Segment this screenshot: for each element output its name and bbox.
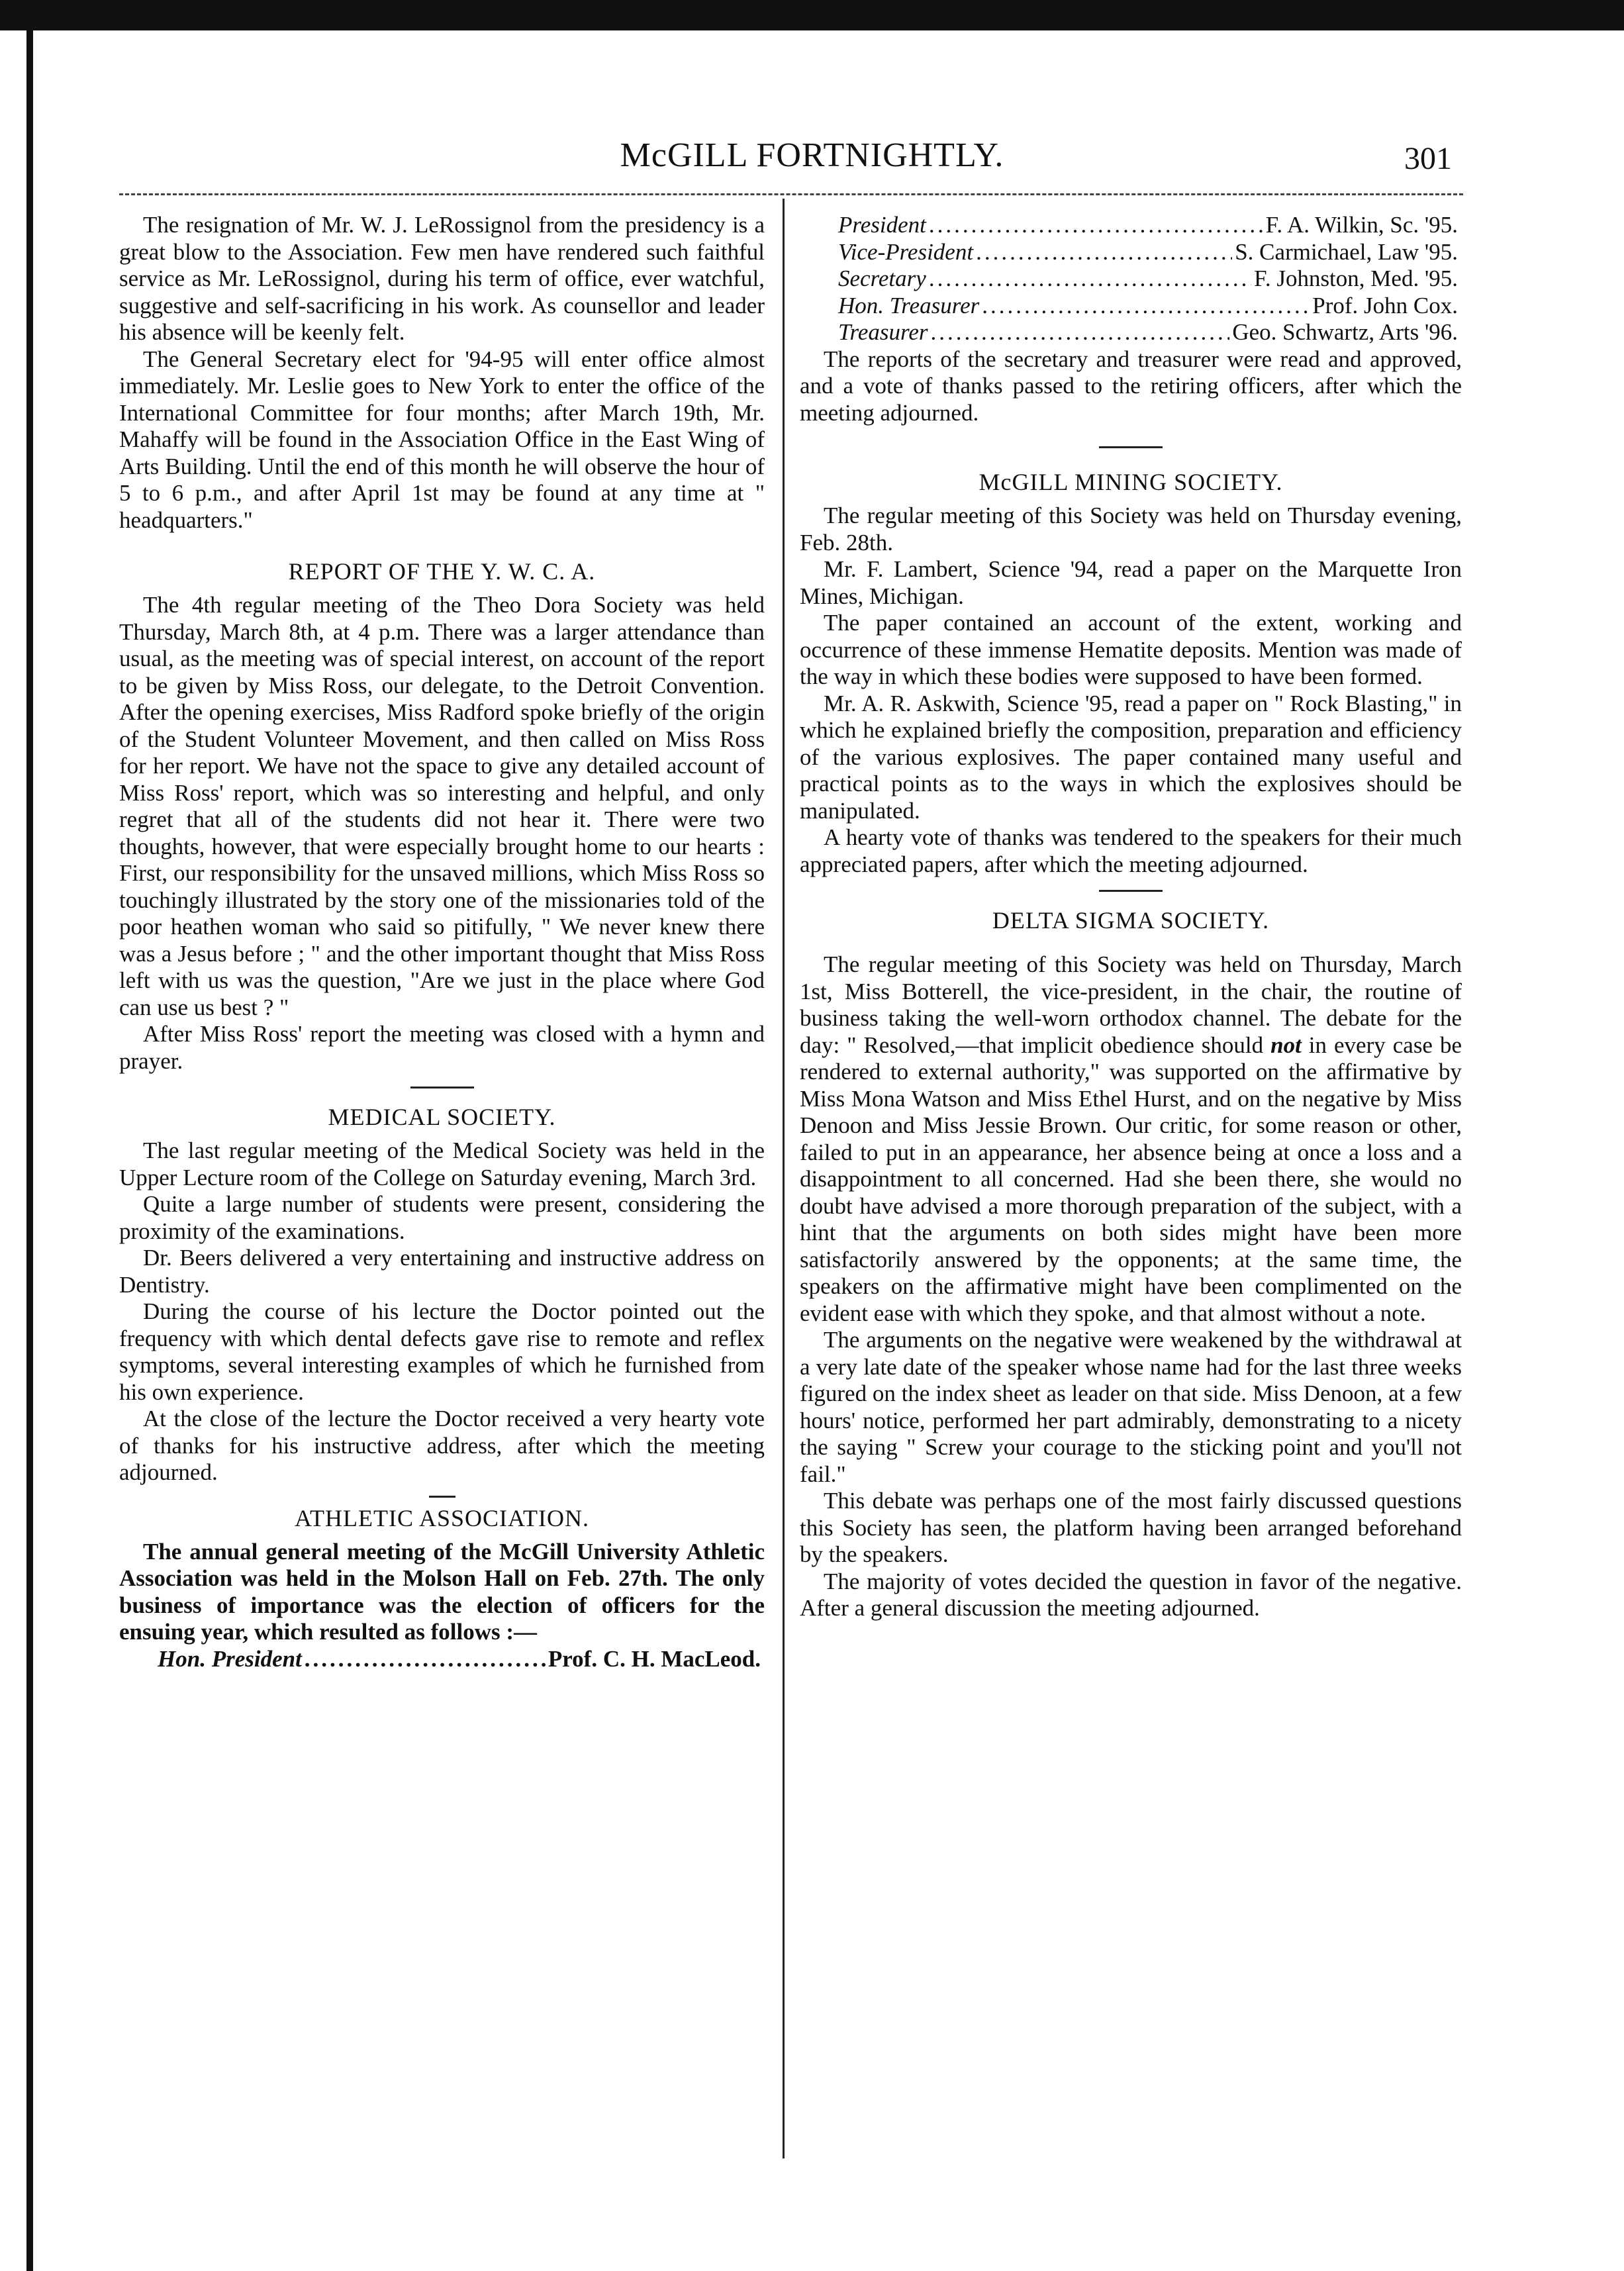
paragraph: A hearty vote of thanks was tendered to the speakers for their much appreciated papers, after which the meeting adjourned. [800, 824, 1462, 877]
section-divider [410, 1087, 474, 1088]
officer-role: Hon. Treasurer [838, 292, 980, 318]
officer-name: Prof. C. H. MacLeod. [548, 1645, 761, 1672]
section-heading-delta: DELTA SIGMA SOCIETY. [992, 907, 1270, 934]
top-border-bar [0, 0, 1624, 30]
paragraph: Dr. Beers delivered a very entertaining and instructive address on Dentistry. [119, 1245, 765, 1298]
paragraph-text: in every case be rendered to external authority," was supported on the affirmative by Miss Mona Watson and Miss Ethel Hurst, and on the negative by Miss Denoon and Miss Jessie Brown. Our critic, for some reason or other, failed to put in an appearance, her absence being at once a loss and a disappointment to all concerned. Had she been there, she would no doubt have advised a more thorough preparation of the subject, with a hint that the arguments on both sides might have been more satisfactorily answered by the opponents; at the same time, the speakers on the affirmative might have been complimented on the evident ease with which they spoke, and that almost without a note. [800, 1032, 1462, 1326]
paragraph: The General Secretary elect for '94-95 will enter office almost immediately. Mr. Leslie goes to New York to enter the office of the International Committee for four months; after March 19th, Mr. Mahaffy will be found in the Association Office in the East Wing of Arts Building. Until the end of this month he will observe the hour of 5 to 6 p.m., and after April 1st may be found at any time at " headquarters." [119, 346, 765, 533]
officer-role: Secretary [838, 266, 926, 291]
officer-role: Treasurer [838, 319, 928, 345]
page-title: McGILL FORTNIGHTLY. [620, 136, 1004, 174]
paragraph: The arguments on the negative were weakened by the withdrawal at a very late date of the speaker whose name had for the last three weeks figured on the index sheet as leader on that side. Miss Denoon, at a few hours' notice, performed her part admirably, demonstrating to a nicety the saying " Screw your courage to the sticking point and you'll not fail." [800, 1327, 1462, 1487]
paragraph: The last regular meeting of the Medical Society was held in the Upper Lecture room of the College on Saturday evening, March 3rd. [119, 1137, 765, 1190]
leader-dots [982, 293, 1310, 320]
officer-name: S. Carmichael, Law '95. [1235, 238, 1458, 265]
leader-dots [931, 319, 1230, 346]
section-heading-mining: McGILL MINING SOCIETY. [979, 469, 1283, 495]
section-divider [429, 1496, 455, 1498]
paragraph: Mr. F. Lambert, Science '94, read a paper on the Marquette Iron Mines, Michigan. [800, 556, 1462, 609]
paragraph: The annual general meeting of the McGill University Athletic Association was held in the Molson Hall on Feb. 27th. The only business of importance was the election of officers for the ensuing year, which resulted as follows :— [119, 1538, 765, 1645]
paragraph [800, 951, 1462, 1327]
paragraph: The resignation of Mr. W. J. LeRossignol from the presidency is a great blow to the Association. Few men have rendered such faithful service as Mr. LeRossignol, during his term of office, ever watchful, suggestive and self-sacrificing in his work. As counsellor and leader his absence will be keenly felt. [119, 212, 765, 345]
section-heading-athletic: ATHLETIC ASSOCIATION. [294, 1504, 589, 1531]
left-column [119, 212, 765, 1672]
officer-line [838, 293, 1462, 320]
page-number: 301 [1404, 141, 1452, 176]
paragraph: After Miss Ross' report the meeting was closed with a hymn and prayer. [119, 1021, 765, 1074]
section-divider [1099, 446, 1163, 448]
officer-role: Hon. President [158, 1645, 302, 1672]
officer-name: F. A. Wilkin, Sc. '95. [1265, 212, 1458, 238]
paragraph: This debate was perhaps one of the most fairly discussed questions this Society has seen, the platform having been arranged beforehand by the speakers. [800, 1488, 1462, 1567]
officer-line [158, 1646, 765, 1673]
emphasis-text: not [1270, 1032, 1302, 1058]
officer-line [838, 239, 1462, 266]
officer-name: Geo. Schwartz, Arts '96. [1232, 319, 1458, 345]
officer-name: Prof. John Cox. [1312, 292, 1458, 318]
column-divider [783, 199, 785, 2158]
paragraph: During the course of his lecture the Doctor pointed out the frequency with which dental defects gave rise to remote and reflex symptoms, several interesting examples of which he furnished from his own experience. [119, 1298, 765, 1405]
officer-line [838, 266, 1462, 293]
paragraph: The majority of votes decided the question in favor of the negative. After a general discussion the meeting adjourned. [800, 1568, 1462, 1621]
officer-role: Vice-President [838, 238, 974, 265]
section-heading-medical: MEDICAL SOCIETY. [328, 1104, 556, 1130]
leader-dots [305, 1646, 546, 1673]
paragraph: The regular meeting of this Society was held on Thursday evening, Feb. 28th. [800, 503, 1462, 556]
paragraph: Mr. A. R. Askwith, Science '95, read a paper on " Rock Blasting," in which he explained briefly the composition, preparation and efficiency of the various explosives. The paper contained many useful and practical points as to the ways in which the explosives should be manipulated. [800, 690, 1462, 824]
paragraph: The 4th regular meeting of the Theo Dora Society was held Thursday, March 8th, at 4 p.m. There was a larger attendance than usual, as the meeting was of special interest, on account of the report to be given by Miss Ross, our delegate, to the Detroit Convention. After the opening exercises, Miss Radford spoke briefly of the origin of the Student Volunteer Movement, and then called on Miss Ross for her report. We have not the space to give any detailed account of Miss Ross' report, which was so interesting and helpful, and only regret that all of the students did not hear it. There were two thoughts, however, that were especially brought home to our hearts : First, our responsibility for the unsaved millions, which Miss Ross so touchingly illustrated by the story one of the missionaries told of the poor heathen woman who said so pitifully, " We never knew there was a Jesus before ; " and the other important thought that Miss Ross left with us was the question, "Are we just in the place where God can use us best ? " [119, 592, 765, 1020]
paragraph: The reports of the secretary and treasurer were read and approved, and a vote of thanks passed to the retiring officers, after which the meeting adjourned. [800, 346, 1462, 426]
right-column [800, 212, 1462, 1622]
left-margin-rule [26, 13, 33, 2271]
officer-line [838, 212, 1462, 239]
paragraph: The paper contained an account of the extent, working and occurrence of these immense Hematite deposits. Mention was made of the way in which these bodies were supposed to have been formed. [800, 610, 1462, 689]
leader-dots [929, 212, 1263, 239]
paragraph: At the close of the lecture the Doctor received a very hearty vote of thanks for his instructive address, after which the meeting adjourned. [119, 1406, 765, 1485]
officer-line [838, 319, 1462, 346]
paragraph-text: The regular meeting of this Society was held on Thursday, March 1st, Miss Botterell, the vice-president, in the chair, the routine of business taking the well-worn orthodox channel. The debate for the day: " Resolved,—that implicit obedience should [800, 951, 1462, 1058]
section-divider [1099, 890, 1163, 892]
paragraph: Quite a large number of students were present, considering the proximity of the examinations. [119, 1191, 765, 1244]
officer-role: President [838, 212, 926, 238]
officer-name: F. Johnston, Med. '95. [1254, 266, 1458, 291]
section-heading-ywca: REPORT OF THE Y. W. C. A. [288, 558, 596, 585]
header-rule [119, 193, 1463, 195]
leader-dots [976, 239, 1232, 266]
leader-dots [929, 266, 1251, 293]
